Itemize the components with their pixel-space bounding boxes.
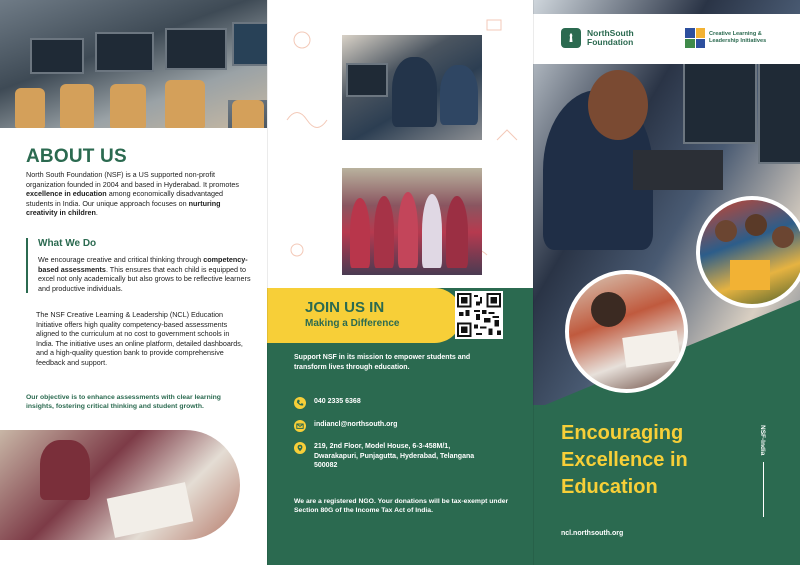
qr-code[interactable] [455, 291, 503, 339]
ncl-cube-icon [685, 28, 705, 48]
students-writing-photo [0, 430, 240, 540]
cover-headline: Encouraging Excellence in Education [561, 422, 688, 498]
website-url[interactable]: ncl.northsouth.org [561, 530, 624, 537]
ngo-tax-note: We are a registered NGO. Your donations will be tax-exempt under Section 80G of the Income Tax Act of India. [294, 498, 509, 515]
email-icon [294, 420, 306, 432]
fold-line-2 [533, 0, 534, 565]
fold-line-1 [267, 0, 268, 565]
ncl-logo-line1: Creative Learning & [709, 31, 762, 37]
nsf-lamp-icon [561, 28, 581, 48]
contact-phone[interactable] [294, 397, 361, 409]
about-body: North South Foundation (NSF) is a US supported non-profit organization founded in 2004 and based in Hyderabad. It promotes excellence in education among economically disadvantaged students in India. Our unique approach focuses on nurturing creativity in children. [26, 170, 239, 218]
contact-email[interactable] [294, 420, 397, 432]
join-panel [267, 0, 533, 565]
group-of-girls-photo [342, 168, 482, 275]
computer-lab-photo [0, 0, 267, 128]
objective-text: Our objective is to enhance assessments with clear learning insights, fostering critical thinking and student growth. [26, 394, 221, 411]
about-panel [0, 0, 267, 565]
phone-number: 040 2335 6368 [314, 398, 361, 405]
what-we-do-section [26, 238, 253, 293]
girl-writing-circle-photo [565, 270, 688, 393]
nsf-logo [561, 28, 634, 48]
contact-address [294, 442, 494, 471]
ncl-logo-line2: Leadership Initiatives [709, 38, 767, 44]
join-subtitle: Making a Difference [305, 318, 400, 329]
email-address: indiancl@northsouth.org [314, 421, 398, 428]
decorative-vertical-line [763, 462, 764, 517]
support-text: Support NSF in its mission to empower students and transform lives through education. [294, 354, 471, 371]
ncl-initiative-body: The NSF Creative Learning & Leadership (NCL) Education Initiative offers high quality competency-based assessments aligned to the curriculum at no cost to government schools in India. The initiative uses an online platform, detailed dashboards, and a high-quality question bank to provide comprehensive feedback and support. [36, 310, 243, 367]
cover-panel [533, 0, 800, 565]
nsf-logo-line1: NorthSouth [587, 27, 634, 38]
phone-icon [294, 397, 306, 409]
what-we-do-title: What We Do [38, 238, 97, 249]
join-title: JOIN US IN [305, 299, 385, 316]
postal-address: 219, 2nd Floor, Model House, 6-3-458M/1, Dwarakapuri, Punjagutta, Hyderabad, Telangana 500082 [314, 443, 475, 469]
ncl-logo [685, 28, 766, 48]
nsf-india-tag: NSF-India [759, 425, 766, 456]
nsf-logo-line2: Foundation [587, 37, 634, 47]
girls-at-computers-photo [342, 35, 482, 140]
location-pin-icon [294, 442, 306, 454]
what-we-do-body: We encourage creative and critical thinking through competency-based assessments. This ensures that each child is equipped to excel not only academically but also grows to be reflective learners and productive individuals. [38, 255, 251, 293]
boys-group-circle-photo [696, 196, 800, 308]
about-title: ABOUT US [26, 146, 127, 167]
